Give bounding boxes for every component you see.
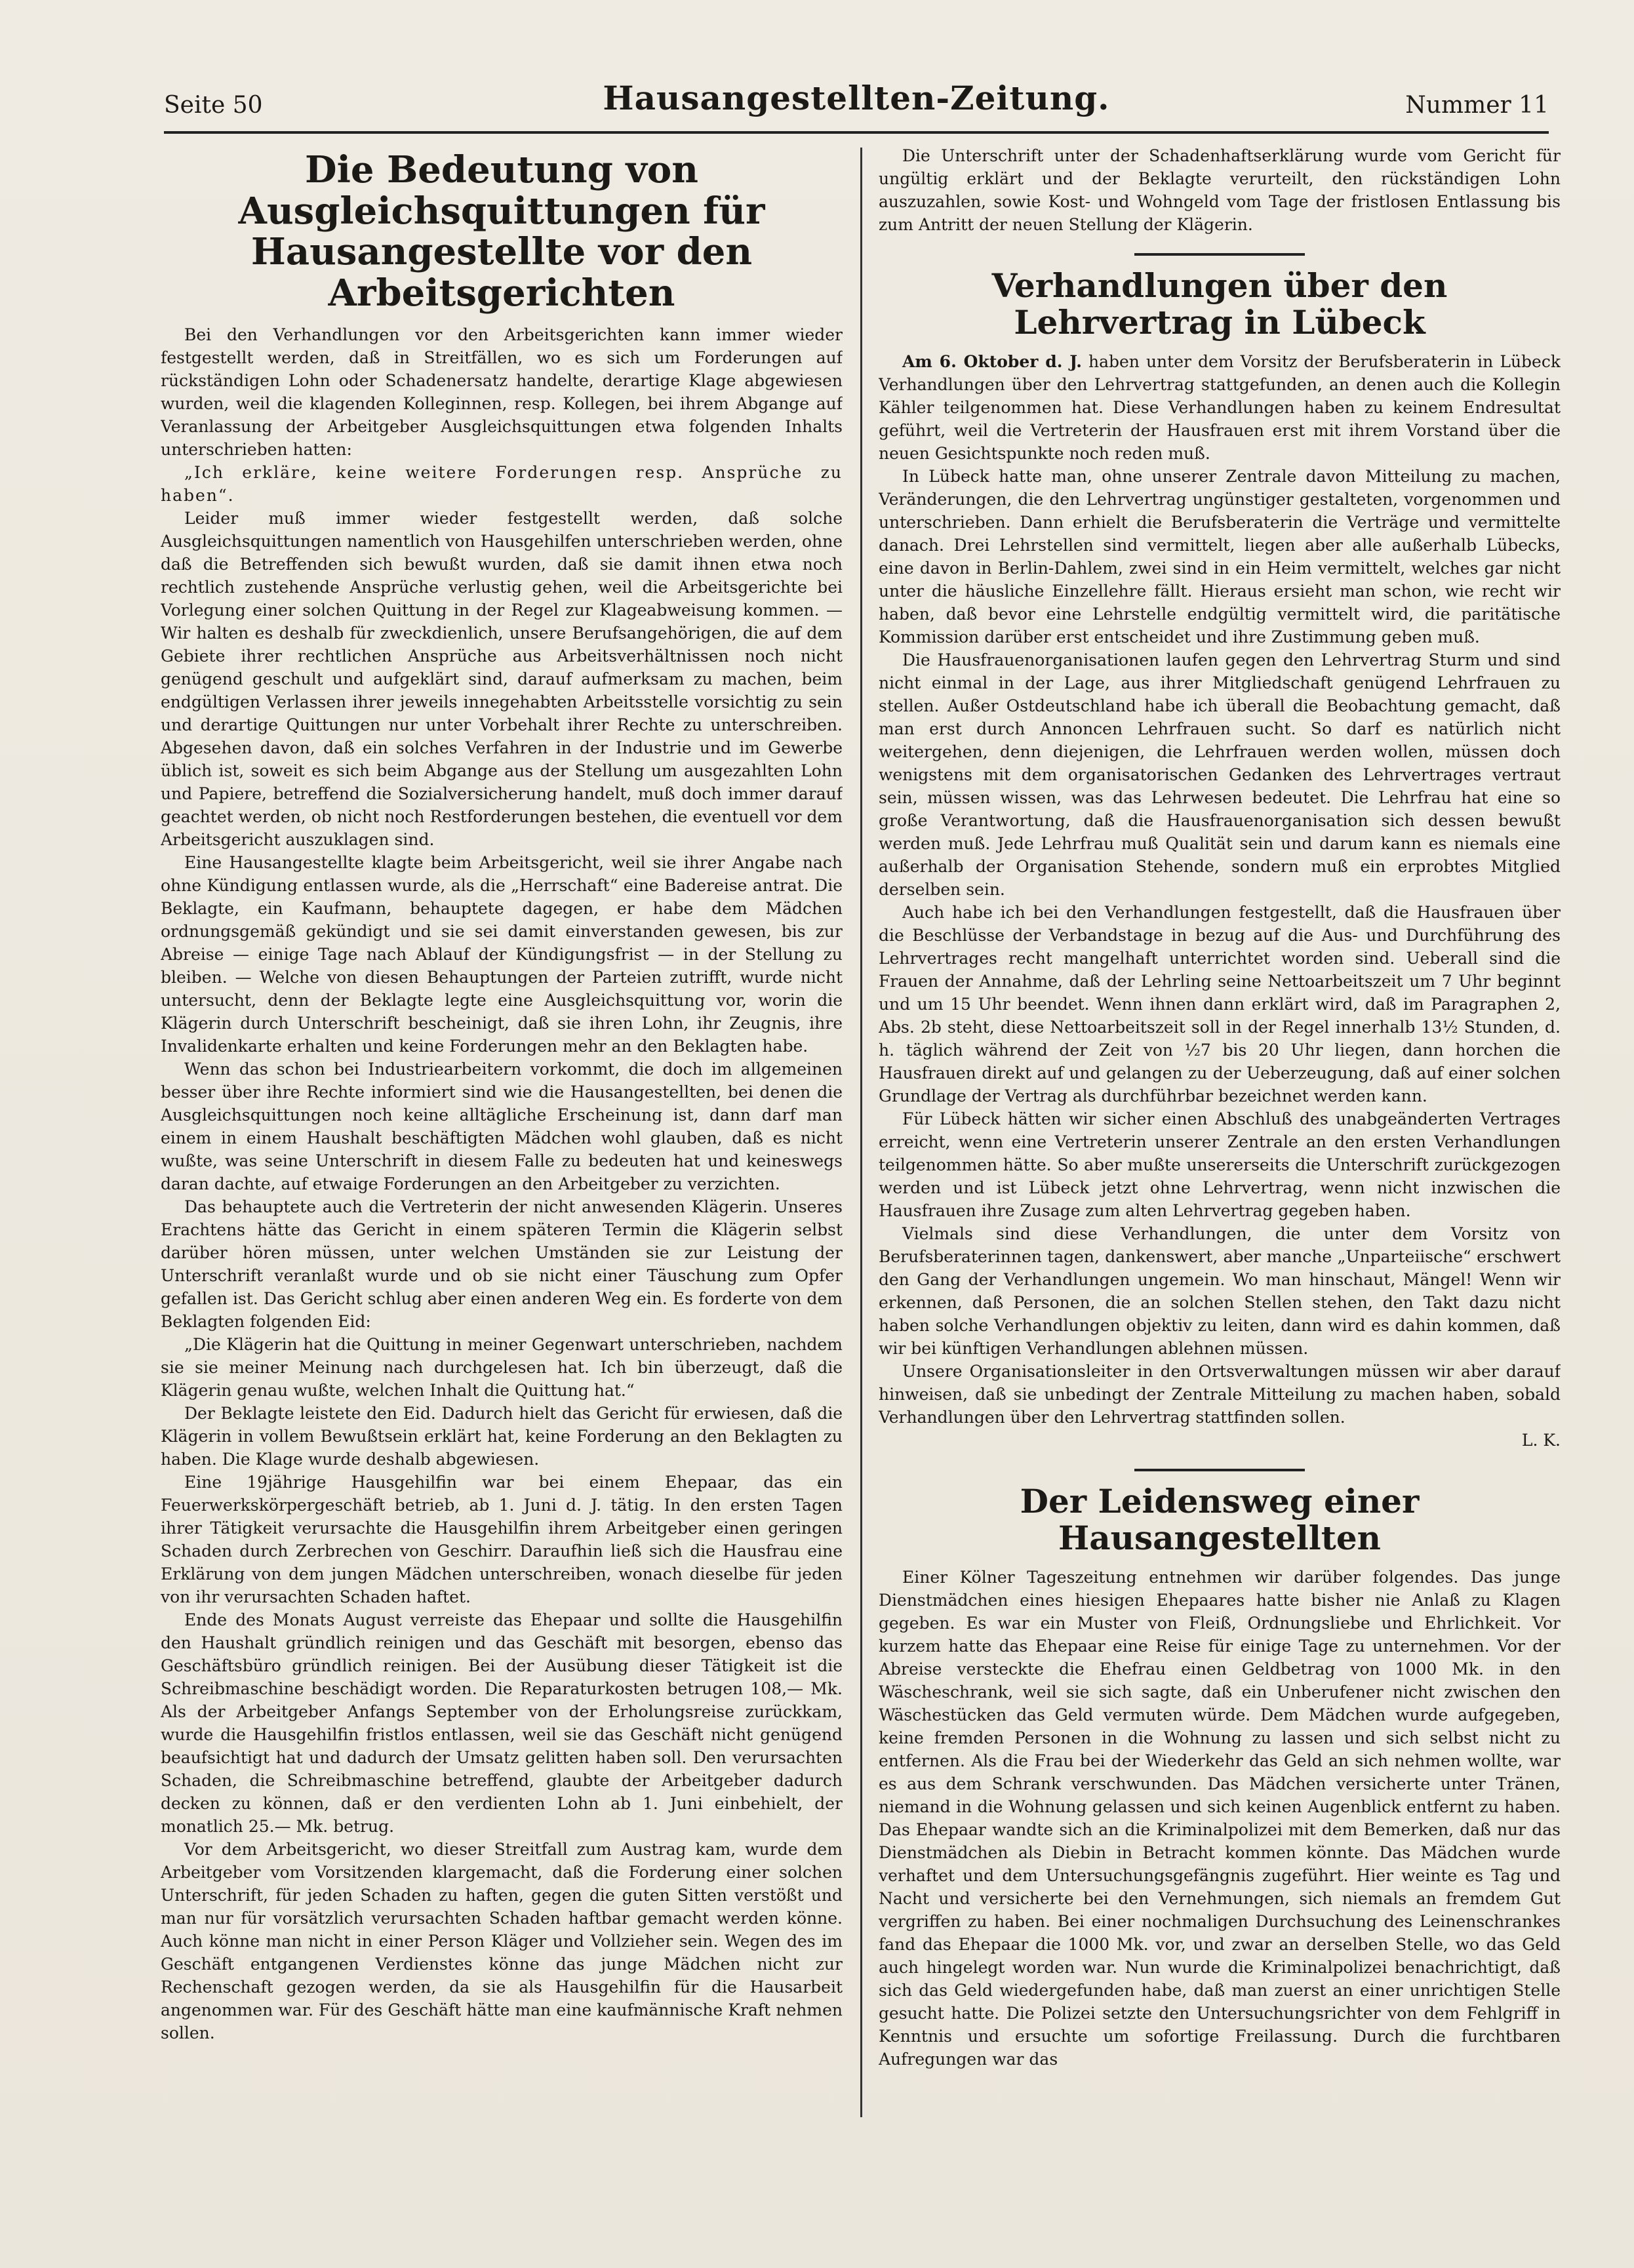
paragraph: In Lübeck hatte man, ohne unserer Zentrale davon Mitteilung zu machen, Veränderungen, die den Lehrvertrag ungünstiger gestalteten, vorgenommen und unterschrieben. Dann erhielt die Berufsberaterin die Verträge und vermittelte danach. Drei Lehrstellen sind vermittelt, liegen aber alle außerhalb Lübecks, eine davon in Berlin-Dahlem, zwei sind in ein Heim vermittelt, welches gar nicht unter die häusliche Einzellehre fällt. Hieraus ersieht man schon, wie recht wir haben, daß bevor eine Lehrstelle endgültig vermittelt wird, die paritätische Kommission darüber erst entscheidet und ihre Zustimmung geben muß. bbox=[879, 467, 1561, 647]
left-column bbox=[161, 144, 843, 2124]
paragraph: Eine Hausangestellte klagte beim Arbeitsgericht, weil sie ihrer Angabe nach ohne Kündigung entlassen wurde, als die „Herrschaft“ eine Badereise antrat. Die Beklagte, ein Kaufmann, behauptete dagegen, er habe dem Mädchen ordnungsgemäß gekündigt und sie sei damit einverstanden gewesen, bis zur Abreise — einige Tage nach Ablauf der Kündigungsfrist — in der Stellung zu bleiben. — Welche von diesen Behauptungen der Parteien zutrifft, wurde nicht untersucht, denn der Beklagte legte eine Ausgleichsquittung vor, worin die Klägerin durch Unterschrift bescheinigt, daß sie ihren Lohn, ihr Zeugnis, ihre Invalidenkarte erhalten und keine Forderungen mehr an den Beklagten habe. bbox=[161, 852, 843, 1056]
paragraph: Der Beklagte leistete den Eid. Dadurch hielt das Gericht für erwiesen, daß die Klägerin in vollem Bewußtsein erklärt hat, keine Forderung an den Beklagten zu haben. Die Klage wurde deshalb abgewiesen. bbox=[161, 1403, 843, 1469]
paragraph: Für Lübeck hätten wir sicher einen Abschluß des unabgeänderten Vertrages erreicht, wenn eine Vertreterin unserer Zentrale an den ersten Verhandlungen teilgenommen hätte. So aber mußte unsererseits die Unterschrift zurückgezogen werden und ist Lübeck jetzt ohne Lehrvertrag, wenn nicht inzwischen die Hausfrauen ihre Zusage zum alten Lehrvertrag gegeben haben. bbox=[879, 1109, 1561, 1220]
masthead-title: Hausangestellten-Zeitung. bbox=[603, 79, 1110, 117]
page-header bbox=[164, 79, 1549, 151]
right-column bbox=[879, 144, 1561, 2124]
paragraph: Die Hausfrauenorganisationen laufen gegen den Lehrvertrag Sturm und sind nicht einmal in der Lage, aus ihrer Mitgliedschaft genügend Lehrfrauen zu stellen. Außer Ostdeutschland habe ich überall die Beobachtung gemacht, daß man erst durch Annoncen Lehrfrauen sucht. So darf es natürlich nicht weitergehen, denn diejenigen, die Lehrfrauen werden wollen, müssen doch wenigstens mit dem organisatorischen Gedanken des Lehrvertrages vertraut sein, müssen wissen, was das Lehrwesen bedeutet. Die Lehrfrau hat eine so große Verantwortung, daß die Hausfrauenorganisation sich dessen bewußt werden muß. Jede Lehrfrau muß Qualität sein und darum kann es niemals eine außerhalb der Organisation Stehende, sondern muß ein erprobtes Mitglied derselben sein. bbox=[879, 650, 1561, 899]
paragraph: Einer Kölner Tageszeitung entnehmen wir darüber folgendes. Das junge Dienstmädchen eines hiesigen Ehepaares hatte bisher nie Anlaß zu Klagen gegeben. Es war ein Muster von Fleiß, Ordnungsliebe und Ehrlichkeit. Vor kurzem hatte das Ehepaar eine Reise für einige Tage zu unternehmen. Vor der Abreise versteckte die Ehefrau einen Geldbetrag von 1000 Mk. in den Wäscheschrank, weil sie sich sagte, daß ein Unberufener nicht zwischen den Wäschestücken das Geld vermuten würde. Dem Mädchen wurde aufgegeben, keine fremden Personen in die Wohnung zu lassen und sich selbst nicht zu entfernen. Als die Frau bei der Wiederkehr das Geld an sich nehmen wollte, war es aus dem Schrank verschwunden. Das Mädchen versicherte unter Tränen, niemand in die Wohnung gelassen und sich keinen Augenblick entfernt zu haben. Das Ehepaar wandte sich an die Kriminalpolizei mit dem Bemerken, daß nur das Dienstmädchen als Diebin in Betracht kommen könnte. Das Mädchen wurde verhaftet und dem Untersuchungsgefängnis zugeführt. Hier weinte es Tag und Nacht und versicherte bei den Vernehmungen, sich niemals an fremdem Gut vergriffen zu haben. Bei einer nochmaligen Durchsuchung des Leinenschrankes fand das Ehepaar die 1000 Mk. vor, und zwar an derselben Stelle, wo das Geld auch hingelegt worden war. Nun wurde die Kriminalpolizei benachrichtigt, daß sich das Geld wiedergefunden habe, daß man zuerst an einer unrichtigen Stelle gesucht hatte. Die Polizei setzte den Untersuchungsrichter von dem Fehlgriff in Kenntnis und ersuchte um sofortige Freilassung. Durch die furchtbaren Aufregungen war das bbox=[879, 1568, 1561, 2069]
paragraph: Bei den Verhandlungen vor den Arbeitsgerichten kann immer wieder festgestellt werden, daß in Streitfällen, wo es sich um Forderungen auf rückständigen Lohn oder Schadenersatz handelte, derartige Klage abgewiesen wurden, weil die klagenden Kolleginnen, resp. Kollegen, bei ihrem Abgange auf Veranlassung der Arbeitgeber Ausgleichsquittungen etwa folgenden Inhalts unterschrieben hatten: bbox=[161, 325, 843, 459]
section-divider bbox=[1134, 253, 1305, 256]
paragraph-text: haben unter dem Vorsitz der Berufsberaterin in Lübeck Verhandlungen über den Lehrvertrag stattgefunden, an denen auch die Kollegin Kähler teilgenommen hat. Diese Verhandlungen haben zu keinem Endresultat geführt, weil die Vertreterin der Hausfrauen erst mit ihrem Vorstand über die neuen Gesichtspunkte noch reden muß. bbox=[879, 352, 1561, 463]
paragraph: Unsere Organisationsleiter in den Ortsverwaltungen müssen wir aber darauf hinweisen, daß sie unbedingt der Zentrale Mitteilung zu machen haben, sobald Verhandlungen über den Lehrvertrag stattfinden sollen. bbox=[879, 1362, 1561, 1427]
header-rule bbox=[164, 131, 1549, 134]
paragraph bbox=[879, 350, 1561, 465]
paragraph: Vielmals sind diese Verhandlungen, die unter dem Vorsitz von Berufsberaterinnen tagen, dankenswert, aber manche „Unparteiische“ erschwert den Gang der Verhandlungen ungemein. Wo man hinschaut, Mängel! Wenn wir erkennen, daß Personen, die an solchen Stellen stehen, den Takt dazu nicht haben solche Verhandlungen objektiv zu leiten, dann wird es dahin kommen, daß wir bei künftigen Verhandlungen ablehnen müssen. bbox=[879, 1224, 1561, 1358]
author-signature: L. K. bbox=[1521, 1431, 1561, 1450]
paragraph: Wenn das schon bei Industriearbeitern vorkommt, die doch im allgemeinen besser über ihre Rechte informiert sind wie die Hausangestellten, bei denen die Ausgleichsquittungen noch keine alltägliche Erscheinung ist, dann darf man einem in einem Haushalt beschäftigten Mädchen wohl glauben, daß es nicht wußte, was seine Unterschrift in diesem Falle zu bedeuten hat und keineswegs daran dachte, auf etwaige Forderungen an den Arbeitgeber zu verzichten. bbox=[161, 1059, 843, 1193]
paragraph: Auch habe ich bei den Verhandlungen festgestellt, daß die Hausfrauen über die Beschlüsse der Verbandstage in bezug auf die Aus- und Durchführung des Lehrvertrages recht mangelhaft unterrichtet worden sind. Ueberall sind die Frauen der Annahme, daß der Lehrling seine Nettoarbeitszeit um 7 Uhr beginnt und um 15 Uhr beendet. Wenn ihnen dann erklärt wird, daß im Paragraphen 2, Abs. 2b steht, diese Nettoarbeitszeit soll in der Regel innerhalb 13½ Stunden, d. h. täglich während der Zeit von ½7 bis 20 Uhr liegen, dann horchen die Hausfrauen direkt auf und gelangen zu der Ueberzeugung, daß auf einer solchen Grundlage der Vertrag als durchführbar bezeichnet werden kann. bbox=[879, 903, 1561, 1105]
column-rule bbox=[860, 148, 862, 2117]
section-divider bbox=[1134, 1469, 1305, 1471]
article-title-leidensweg: Der Leidensweg einer Hausangestellten bbox=[1020, 1482, 1420, 1557]
paragraph: Das behauptete auch die Vertreterin der nicht anwesenden Klägerin. Unseres Erachtens hätte das Gericht in einem späteren Termin die Klägerin selbst darüber hören müssen, unter welchen Umständen sie zur Leistung der Unterschrift veranlaßt wurde und ob sie nicht einer Täuschung zum Opfer gefallen ist. Das Gericht schlug aber einen anderen Weg ein. Es forderte von dem Beklagten folgenden Eid: bbox=[161, 1197, 843, 1331]
quoted-oath: „Die Klägerin hat die Quittung in meiner Gegenwart unterschrieben, nachdem sie sie meiner Meinung nach durchgelesen hat. Ich bin überzeugt, daß die Klägerin genau wußte, welchen Inhalt die Quittung hat.“ bbox=[161, 1334, 843, 1400]
paragraph: Vor dem Arbeitsgericht, wo dieser Streitfall zum Austrag kam, wurde dem Arbeitgeber vom Vorsitzenden klargemacht, daß die Forderung einer solchen Unterschrift, für jeden Schaden zu haften, gegen die guten Sitten verstößt und man nur für vorsätzlich verursachten Schaden haftbar gemacht werden könne. Auch könne man nicht in einer Person Kläger und Vollzieher sein. Wegen des im Geschäft entgangenen Verdienstes könne das junge Mädchen nicht zur Rechenschaft gezogen werden, da sie als Hausgehilfin für die Hausarbeit angenommen war. Für des Geschäft hätte man eine kaufmännische Kraft nehmen sollen. bbox=[161, 1839, 843, 2042]
paragraph: Die Unterschrift unter der Schadenhaftserklärung wurde vom Gericht für ungültig erklärt und der Beklagte verurteilt, den rückständigen Lohn auszuzahlen, sowie Kost- und Wohngeld vom Tage der fristlosen Entlassung bis zum Antritt der neuen Stellung der Klägerin. bbox=[879, 146, 1561, 234]
dateline: Am 6. Oktober d. J. bbox=[902, 352, 1082, 371]
paragraph: Ende des Monats August verreiste das Ehepaar und sollte die Hausgehilfin den Haushalt gründlich reinigen und das Geschäft mit besorgen, ebenso das Geschäftsbüro gründlich reinigen. Bei der Ausübung dieser Tätigkeit ist die Schreibmaschine beschädigt worden. Die Reparaturkosten betrugen 108,— Mk. Als der Arbeitgeber Anfangs September von der Erholungsreise zurückkam, wurde die Hausgehilfin fristlos entlassen, weil sie das Geschäft nicht genügend beaufsichtigt hat und dadurch der Umsatz gelitten haben soll. Den verursachten Schaden, die Schreibmaschine betreffend, glaubte der Arbeitgeber dadurch decken zu können, daß er den verdienten Lohn ab 1. Juni einbehielt, der monatlich 25.— Mk. betrug. bbox=[161, 1610, 843, 1836]
paragraph: Eine 19jährige Hausgehilfin war bei einem Ehepaar, das ein Feuerwerkskörpergeschäft betrieb, ab 1. Juni d. J. tätig. In den ersten Tagen ihrer Tätigkeit verursachte die Hausgehilfin ihrem Arbeitgeber einen geringen Schaden durch Zerbrechen von Geschirr. Daraufhin ließ sich die Hausfrau eine Erklärung von dem jungen Mädchen unterschreiben, wonach dieselbe für jeden von ihr verursachten Schaden haftet. bbox=[161, 1472, 843, 1606]
article-title-lehrvertrag: Verhandlungen über den Lehrvertrag in Lübeck bbox=[991, 266, 1448, 342]
quoted-declaration: „Ich erkläre, keine weitere Forderungen resp. Ansprüche zu haben“. bbox=[161, 462, 843, 505]
paragraph: Leider muß immer wieder festgestellt werden, daß solche Ausgleichsquittungen namentlich von Hausgehilfen unterschrieben werden, ohne daß die Betreffenden sich bewußt wurden, daß sie damit ihnen etwa noch rechtlich zustehende Ansprüche verlustig gehen, weil die Arbeitsgerichte bei Vorlegung einer solchen Quittung in der Regel zur Klageabweisung kommen. — Wir halten es deshalb für zweckdienlich, unsere Berufsangehörigen, die auf dem Gebiete ihrer rechtlichen Ansprüche aus Arbeitsverhältnissen noch nicht genügend geschult und aufgeklärt sind, darauf aufmerksam zu machen, beim endgültigen Verlassen ihrer jeweils innegehabten Arbeitsstelle vorsichtig zu sein und derartige Quittungen nur unter Vorbehalt ihrer Rechte zu unterschreiben. Abgesehen davon, daß ein solches Verfahren in der Industrie und im Gewerbe üblich ist, soweit es sich beim Abgange aus der Stellung um ausgezahlten Lohn und Papiere, betreffend die Sozialversicherung handelt, muß doch immer darauf geachtet werden, ob nicht noch Restforderungen bestehen, die eventuell vor dem Arbeitsgericht auszuklagen sind. bbox=[161, 508, 843, 849]
issue-number: Nummer 11 bbox=[1405, 92, 1549, 119]
page-number: Seite 50 bbox=[164, 92, 263, 119]
article-title-ausgleichsquittungen: Die Bedeutung von Ausgleichsquittungen für Hausangestellte vor den Arbeitsgerichten bbox=[238, 148, 765, 315]
